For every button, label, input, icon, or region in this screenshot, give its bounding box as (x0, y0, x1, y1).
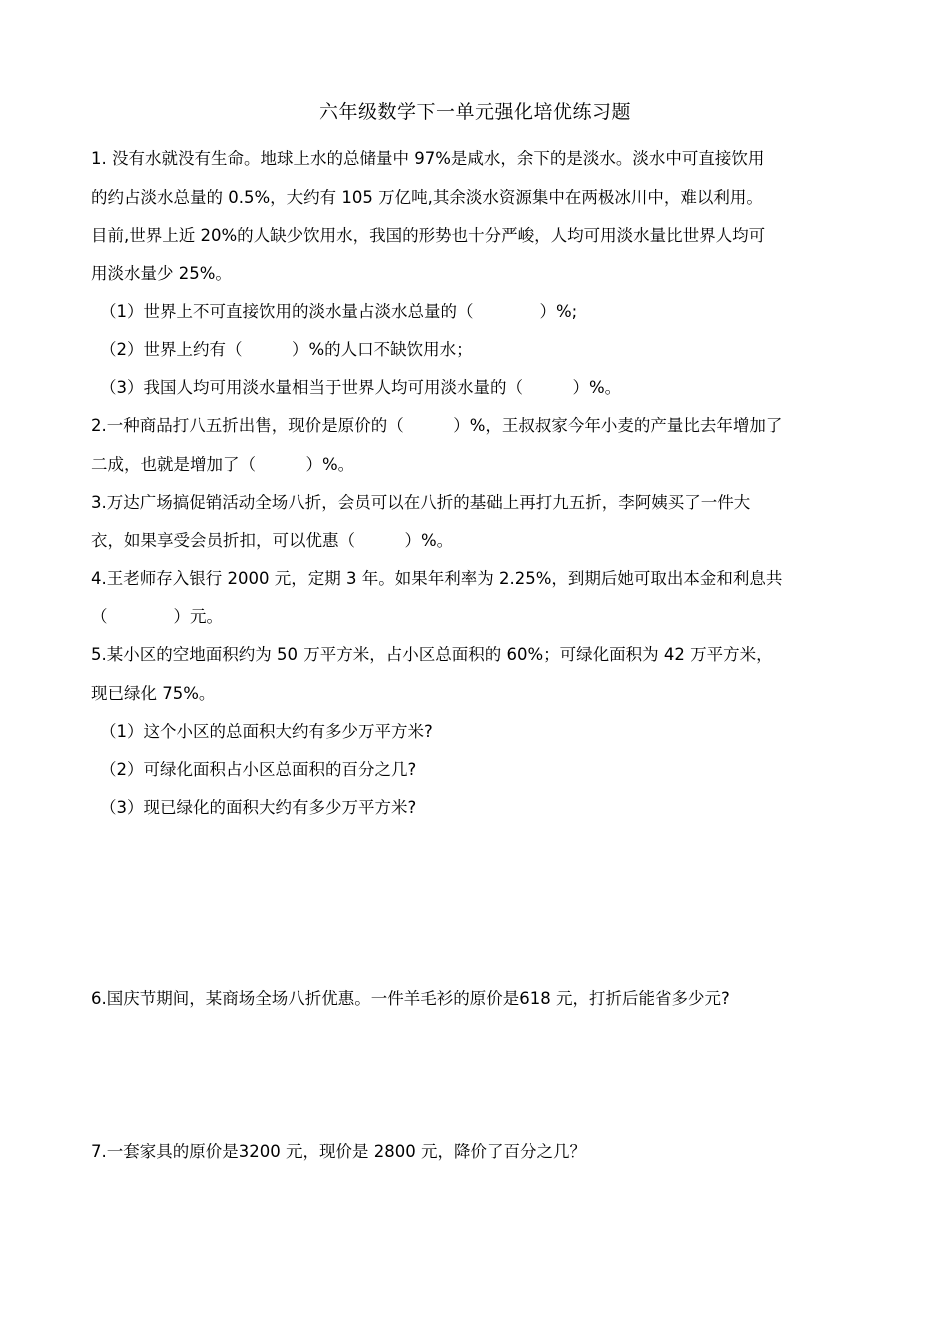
q5-text-line-1: 5.某小区的空地面积约为 50 万平方米，占小区总面积的 60%；可绿化面积为 42 万平方米， (91, 645, 773, 664)
q5-sub-question-1: （1）这个小区的总面积大约有多少万平方米? (100, 722, 433, 741)
q7-text: 7.一套家具的原价是3200 元，现价是 2800 元，降价了百分之几？ (91, 1142, 586, 1161)
q1-text-line-4: 用淡水量少 25%。 (91, 264, 232, 283)
q1-text-line-2: 的约占淡水总量的 0.5%，大约有 105 万亿吨,其余淡水资源集中在两极冰川中，难以利用。 (91, 188, 763, 207)
q2-text-line-1: 2.一种商品打八五折出售，现价是原价的（ ）%，王叔叔家今年小麦的产量比去年增加了 (91, 416, 783, 435)
q2-text-line-2: 二成，也就是增加了（ ）%。 (91, 455, 355, 474)
q3-text-line-2: 衣，如果享受会员折扣，可以优惠（ ）%。 (91, 531, 454, 550)
q5-sub-question-3: （3）现已绿化的面积大约有多少万平方米? (100, 798, 417, 817)
worksheet-title: 六年级数学下一单元强化培优练习题 (318, 101, 631, 123)
q5-text-line-2: 现已绿化 75%。 (91, 684, 216, 703)
q5-sub-question-2: （2）可绿化面积占小区总面积的百分之几? (100, 760, 417, 779)
q4-text-line-1: 4.王老师存入银行 2000 元，定期 3 年。如果年利率为 2.25%，到期后她可取出本金和利息共 (91, 569, 783, 588)
q4-text-line-2: （ ）元。 (91, 607, 223, 626)
q1-text-line-1: 1. 没有水就没有生命。地球上水的总储量中 97%是咸水，余下的是淡水。淡水中可直接饮用 (91, 149, 765, 168)
q1-sub-question-1: （1）世界上不可直接饮用的淡水量占淡水总量的（ ）%; (100, 302, 578, 321)
q1-sub-question-2: （2）世界上约有（ ）%的人口不缺饮用水； (100, 340, 473, 359)
q6-text: 6.国庆节期间，某商场全场八折优惠。一件羊毛衫的原价是618 元，打折后能省多少元? (91, 989, 730, 1008)
q1-text-line-3: 目前,世界上近 20%的人缺少饮用水，我国的形势也十分严峻，人均可用淡水量比世界人均可 (91, 226, 766, 245)
q1-sub-question-3: （3）我国人均可用淡水量相当于世界人均可用淡水量的（ ）%。 (100, 378, 622, 397)
q3-text-line-1: 3.万达广场搞促销活动全场八折，会员可以在八折的基础上再打九五折，李阿姨买了一件大 (91, 493, 751, 512)
